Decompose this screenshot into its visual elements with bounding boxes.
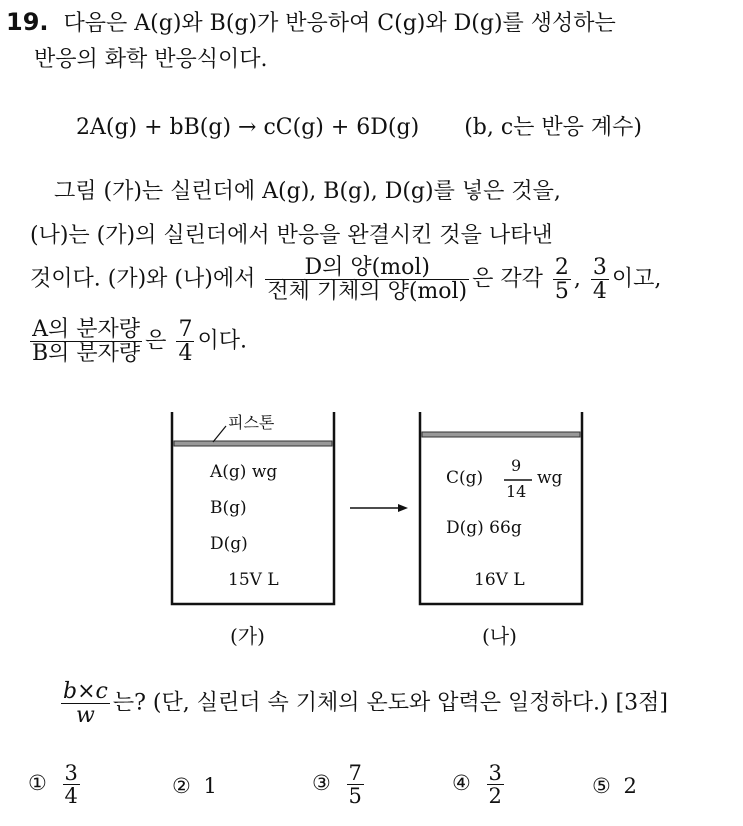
left-gas-b: B(g): [210, 498, 247, 518]
question-stem-1: 다음은 A(g)와 B(g)가 반응하여 C(g)와 D(g)를 생성하는: [63, 11, 616, 36]
choice-1-num: 3: [64, 761, 78, 785]
ask-fraction-num: b×c: [63, 679, 108, 704]
ask-fraction-den: w: [61, 703, 110, 727]
question-stem-line-2: 반응의 화학 반응식이다.: [34, 47, 268, 72]
choice-5-value: 2: [623, 774, 637, 798]
choice-3-value: [347, 762, 364, 807]
choice-1-mark: ①: [28, 771, 47, 796]
choice-2[interactable]: [172, 774, 217, 798]
caption-na: (나): [482, 624, 517, 648]
choice-5-mark: ⑤: [592, 774, 611, 798]
choice-3-mark: ③: [312, 771, 331, 796]
chemical-equation: 2A(g) + bB(g) → cC(g) + 6D(g): [76, 115, 420, 140]
molar-mass-denominator: B의 분자량: [32, 341, 141, 367]
choice-4-mark: ④: [452, 771, 471, 796]
piston-left: [174, 441, 332, 446]
right-volume: 16V L: [474, 570, 525, 590]
paragraph-line-1: 그림 (가)는 실린더에 A(g), B(g), D(g)를 넣은 것을,: [54, 179, 561, 204]
choice-1-value: [63, 762, 80, 807]
mole-ratio-numerator: D의 양(mol): [304, 255, 430, 280]
molar-mass-value-num: 7: [178, 317, 193, 342]
paragraph-line-2: (나)는 (가)의 실린더에서 반응을 완결시킨 것을 나타낸: [30, 223, 553, 248]
ratio-value-1-num: 2: [554, 255, 569, 280]
piston-right: [422, 432, 580, 437]
ask-line: [58, 680, 668, 727]
paragraph-line-4-post: 이다.: [197, 328, 247, 354]
left-volume: 15V L: [228, 570, 279, 590]
ask-text: 는? (단, 실린더 속 기체의 온도와 압력은 일정하다.) [3점]: [112, 690, 668, 716]
choice-4-value: [487, 762, 504, 807]
caption-ga: (가): [230, 624, 265, 648]
molar-mass-value-den: 4: [178, 341, 193, 367]
left-gas-a: A(g) wg: [210, 462, 278, 482]
choice-3[interactable]: [312, 762, 367, 807]
paragraph-line-4-mid: 은: [145, 328, 167, 354]
ratio-value-2-den: 4: [592, 279, 607, 305]
ratio-value-1-den: 5: [554, 279, 569, 305]
equation-note: (b, c는 반응 계수): [464, 115, 642, 140]
choice-4[interactable]: [452, 762, 507, 807]
choice-3-num: 7: [348, 761, 362, 785]
right-gas-c-num: 9: [511, 456, 522, 475]
left-gas-d: D(g): [210, 534, 248, 554]
choice-4-num: 3: [488, 761, 502, 785]
paragraph-line-3-pre: 것이다. (가)와 (나)에서: [30, 266, 256, 292]
paragraph-line-3-mid: 은 각각: [472, 266, 543, 292]
choice-2-value: 1: [203, 774, 217, 798]
paragraph-line-3-post: 이고,: [611, 266, 662, 292]
choice-2-mark: ②: [172, 774, 191, 798]
piston-label-pointer: [213, 426, 226, 442]
question-number: 19.: [6, 8, 49, 36]
choice-1[interactable]: [28, 762, 83, 807]
right-gas-c-den: 14: [506, 482, 527, 501]
ratio-separator: ,: [573, 266, 581, 292]
piston-label: 피스톤: [228, 413, 275, 432]
right-gas-c-unit: wg: [537, 468, 563, 488]
choice-5[interactable]: [592, 774, 637, 798]
choice-3-den: 5: [348, 784, 362, 809]
right-gas-d: D(g) 66g: [446, 518, 522, 538]
molar-mass-numerator: A의 분자량: [32, 317, 141, 342]
choice-1-den: 4: [64, 784, 78, 809]
right-gas-c-label: C(g): [446, 468, 484, 488]
reaction-arrow-head: [398, 504, 408, 512]
mole-ratio-denominator: 전체 기체의 양(mol): [267, 279, 468, 305]
ratio-value-2-num: 3: [592, 255, 607, 280]
ask-fraction: [61, 680, 110, 727]
choice-4-den: 2: [488, 784, 502, 809]
